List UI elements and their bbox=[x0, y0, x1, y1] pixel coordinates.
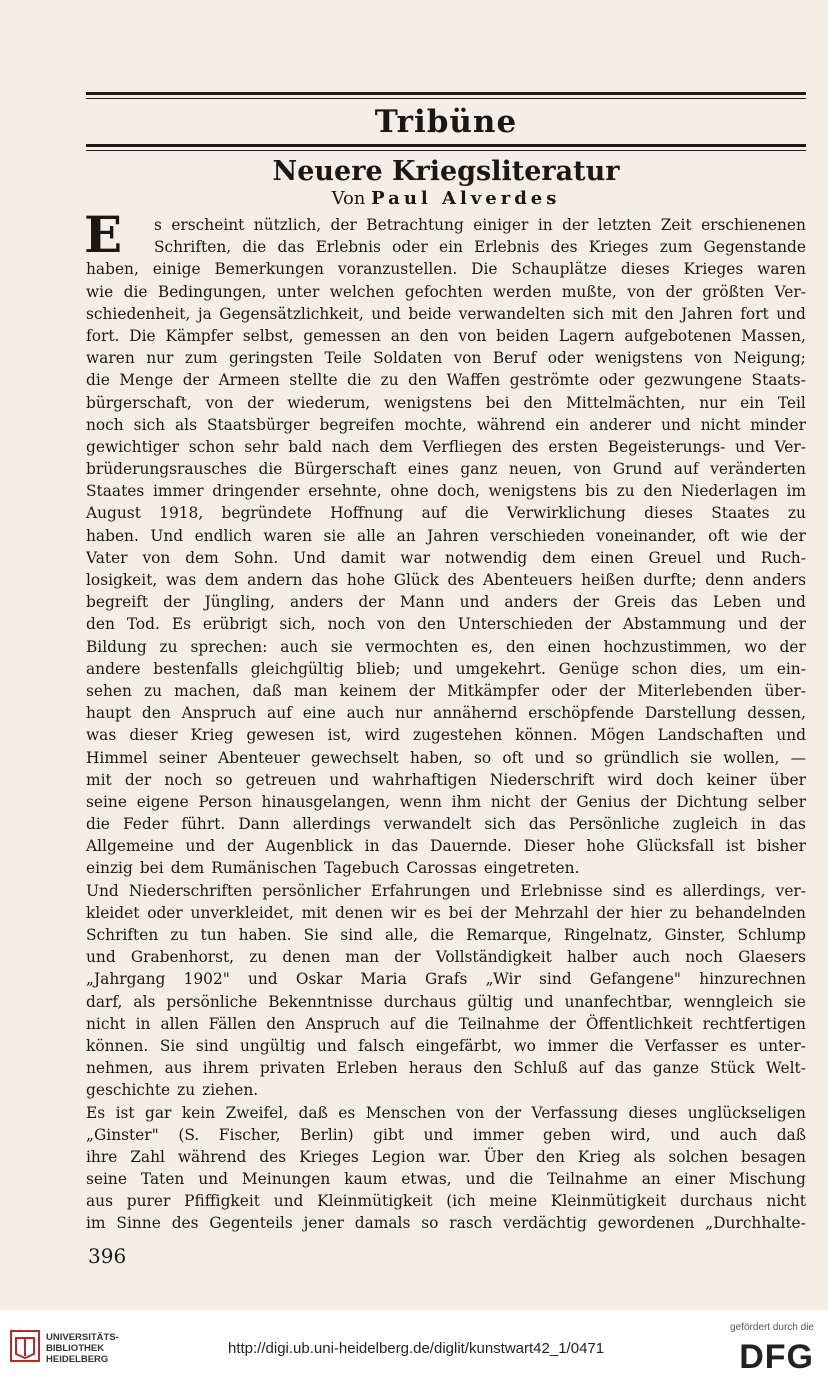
text-line: kleidet oder unverkleidet, mit denen wir es bei der Mehrzahl der hier zu behandelnden bbox=[86, 903, 806, 922]
text-line: nicht in allen Fällen den Anspruch auf die Teilnahme der Öffentlichkeit rechtfertigen bbox=[86, 1014, 806, 1033]
text-line: Schriften, die das Erlebnis oder ein Erlebnis des Krieges zum Gegenstande bbox=[154, 238, 806, 257]
text-line: haben, einige Bemerkungen voranzustellen. Die Schauplätze dieses Krieges waren bbox=[86, 260, 806, 279]
text-line: mit der noch so getreuen und wahrhaftigen Niederschrift wird doch keiner über bbox=[86, 770, 806, 789]
dfg-logo[interactable]: DFG bbox=[739, 1338, 814, 1376]
article-title: Neuere Kriegsliteratur bbox=[272, 156, 620, 187]
section-header: Tribüne bbox=[374, 104, 518, 140]
text-line: August 1918, begründete Hoffnung auf die Verwirklichung dieses Staates zu bbox=[86, 504, 806, 523]
text-line: nehmen, aus ihrem privaten Erleben heraus den Schluß auf das ganze Stück Welt- bbox=[86, 1059, 806, 1078]
text-line: Vater von dem Sohn. Und damit war notwendig dem einen Greuel und Ruch- bbox=[86, 548, 806, 567]
text-line: ihre Zahl während des Krieges Legion war. Über den Krieg als solchen besagen bbox=[86, 1147, 806, 1166]
page-number: 396 bbox=[88, 1244, 127, 1268]
text-line: „Ginster" (S. Fischer, Berlin) gibt und immer geben wird, und auch daß bbox=[86, 1125, 806, 1144]
text-line: gewichtiger schon sehr bald nach dem Verfliegen des ersten Begeisterungs- und Ver- bbox=[86, 437, 806, 456]
byline-prefix: Von bbox=[331, 188, 366, 209]
funding-note: gefördert durch die bbox=[730, 1322, 814, 1333]
author-name: Paul Alverdes bbox=[371, 188, 561, 209]
text-line: s erscheint nützlich, der Betrachtung einiger in der letzten Zeit erschienenen bbox=[154, 216, 806, 234]
text-line: Bildung zu sprechen: auch sie vermochten es, den einen hochzustimmen, wo der bbox=[86, 637, 806, 656]
text-line: bürgerschaft, von der wiederum, wenigstens bei den Mittelmächten, nur ein Teil bbox=[86, 393, 806, 412]
text-line: Es ist gar kein Zweifel, daß es Menschen von der Verfassung dieses unglückseligen bbox=[86, 1103, 806, 1122]
text-line: Und Niederschriften persönlicher Erfahrungen und Erlebnisse sind es allerdings, ver- bbox=[86, 881, 806, 900]
library-name[interactable]: UNIVERSITÄTS- BIBLIOTHEK HEIDELBERG bbox=[46, 1332, 119, 1365]
text-line: andere bestenfalls gleichgültig blieb; und umgekehrt. Genüge schon dies, um ein- bbox=[86, 659, 806, 678]
header-rule-thin bbox=[86, 150, 806, 151]
text-line: seine Taten und Meinungen kaum etwas, und die Teilnahme an einer Mischung bbox=[86, 1170, 806, 1189]
text-line: einzig bei dem Rumänischen Tagebuch Carossas eingetreten. bbox=[86, 859, 580, 878]
text-line: Himmel seiner Abenteuer gewechselt haben, so oft und so gründlich sie wollen, — bbox=[86, 748, 806, 767]
text-line: im Sinne des Gegenteils jener damals so rasch verdächtig gewordenen „Durchhalte- bbox=[86, 1214, 806, 1233]
text-line: haben. Und endlich waren sie alle an Jahren verschieden voneinander, oft wie der bbox=[86, 526, 806, 545]
text-line: aus purer Pfiffigkeit und Kleinmütigkeit (ich meine Kleinmütigkeit durchaus nicht bbox=[86, 1192, 806, 1211]
top-rule-thin bbox=[86, 98, 806, 99]
text-line: darf, als persönliche Bekenntnisse durchaus gültig und unanfechtbar, wenngleich sie bbox=[86, 992, 806, 1011]
top-rule-thick bbox=[86, 92, 806, 95]
text-line: begreift der Jüngling, anders der Mann und anders der Greis das Leben und bbox=[86, 593, 806, 612]
drop-cap: E bbox=[84, 205, 123, 264]
text-line: was dieser Krieg gewesen ist, wird zugestehen können. Mögen Landschaften und bbox=[86, 726, 806, 745]
text-line: die Feder führt. Dann allerdings verwandelt sich das Persönliche zugleich in das bbox=[86, 815, 806, 834]
article-body bbox=[86, 214, 806, 1235]
text-line: die Menge der Armeen stellte die zu den Waffen geströmte oder gezwungene Staats- bbox=[86, 371, 806, 390]
text-line: wie die Bedingungen, unter welchen gefochten werden mußte, von der größten Ver- bbox=[86, 282, 806, 301]
text-line: Staates immer dringender ersehnte, ohne doch, wenigstens bis zu den Niederlagen im bbox=[86, 482, 806, 501]
library-seal-icon[interactable] bbox=[10, 1330, 40, 1362]
text-line: den Tod. Es erübrigt sich, noch von den Unterschieden der Abstammung und der bbox=[86, 615, 806, 634]
text-line: fort. Die Kämpfer selbst, gemessen an den von beiden Lagern aufgebotenen Massen, bbox=[86, 326, 806, 345]
text-line: und Grabenhorst, zu denen man der Vollständigkeit halber auch noch Glaesers bbox=[86, 948, 806, 967]
text-line: sehen zu machen, daß man keinem der Mitkämpfer oder der Miterlebenden über- bbox=[86, 681, 806, 700]
text-line: losigkeit, was dem andern das hohe Glück des Abenteuers heißen durfte; denn anders bbox=[86, 571, 806, 589]
text-line: können. Sie sind ungültig und falsch eingefärbt, wo immer die Verfasser es unter- bbox=[86, 1036, 806, 1055]
byline bbox=[86, 188, 806, 209]
text-line: Schriften zu tun haben. Sie sind alle, die Remarque, Ringelnatz, Ginster, Schlump bbox=[86, 926, 806, 944]
text-line: waren nur zum geringsten Teile Soldaten von Beruf oder wenigstens von Neigung; bbox=[86, 349, 806, 368]
text-line: haupt den Anspruch auf eine auch nur annähernd erschöpfende Darstellung dessen, bbox=[86, 704, 806, 723]
text-line: geschichte zu ziehen. bbox=[86, 1081, 259, 1100]
text-line: noch sich als Staatsbürger begreifen mochte, während ein anderer und nicht minder bbox=[86, 415, 806, 434]
header-rule-thick bbox=[86, 144, 806, 147]
text-line: seine eigene Person hinausgelangen, wenn ihm nicht der Genius der Dichtung selber bbox=[86, 792, 806, 811]
text-line: brüderungsrausches die Bürgerschaft eines ganz neuen, von Grund auf veränderten bbox=[86, 460, 806, 479]
viewer-footer bbox=[0, 1310, 828, 1384]
source-url-link[interactable]: http://digi.ub.uni-heidelberg.de/diglit/kunstwart42_1/0471 bbox=[228, 1340, 605, 1357]
text-line: schiedenheit, ja Gegensätzlichkeit, und beide verwandelten sich mit den Jahren fort und bbox=[86, 304, 806, 323]
text-line: „Jahrgang 1902" und Oskar Maria Grafs „Wir sind Gefangene" hinzurechnen bbox=[86, 970, 806, 989]
text-line: Allgemeine und der Augenblick in das Dauernde. Dieser hohe Glücksfall ist bisher bbox=[86, 837, 806, 856]
